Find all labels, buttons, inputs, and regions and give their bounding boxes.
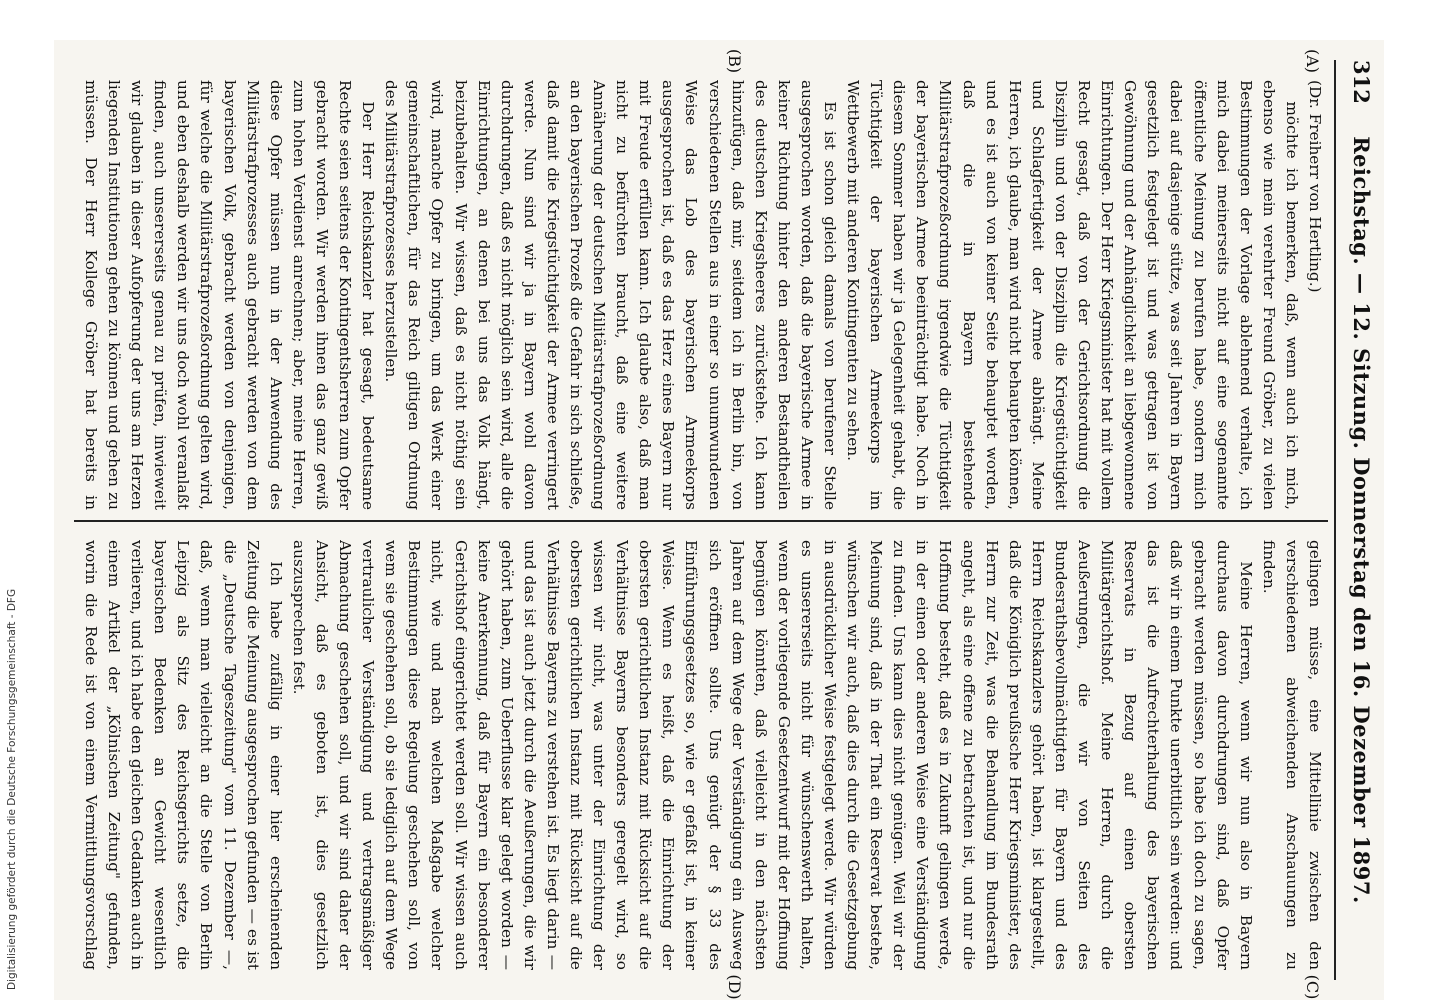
- page-header: [1340, 60, 1374, 980]
- column-divider: [74, 520, 1328, 522]
- header-rule: [1334, 60, 1336, 980]
- paragraph: Der Herr Reichskanzler hat gesagt, bedeutsame Rechte seien seitens der Kontingentsherren zum Opfer gebracht worden. Wir werden ihnen das ganz gewiß zum hohen Verdienst anrechnen; aber, meine Herren, diese Opfer müssen nun in der Anwendung des Militärstrafprozesses auch gebracht werden von dem bayerischen Volk, gebracht werden von denjenigen, für welche die Militärstrafprozeßordnung gelten wird, und eben deshalb werden wir uns doch wohl veranlaßt finden, auch unsererseits genau zu prüfen, inwieweit wir glauben in dieser Aufopferung der uns am Herzen liegenden Institutionen gehen zu können und gehen zu müssen. Der Herr Kollege Gröber hat bereits in: [82, 80, 378, 510]
- paragraph: gelingen müsse, eine Mittellinie zwischen den verschiedenen abweichenden Anschauungen zu finden.: [1259, 540, 1324, 970]
- digitization-footer: [4, 10, 20, 990]
- paragraph: möchte ich bemerken, daß, wenn auch ich mich, ebenso wie mein verehrter Freund Gröber, zu vielen Bestimmungen der Vorlage ablehnend verhalte, ich mich dabei meinerseits nicht auf eine sogenannte öffentliche Meinung zu berufen habe, sondern mich dabei auf dasjenige stütze, was seit Jahren in Bayern gesetzlich festgelegt ist und was getragen ist von Gewöhnung und der Anhänglichkeit an liebgewonnene Einrichtungen. Der Herr Kriegsminister hat mit vollem Recht gesagt, daß von der Gerichtsordnung die Disziplin und von der Disziplin die Kriegstüchtigkeit und Schlagfertigkeit der Armee abhängt. Meine Herren, ich glaube, man wird nicht behaupten können, und es ist auch von keiner Seite behauptet worden, daß die in Bayern bestehende Militärstrafprozeßordnung irgendwie die Tüchtigkeit der bayerischen Armee beeinträchtigt habe. Noch in diesem Sommer haben wir ja Gelegenheit gehabt, die Tüchtigkeit der bayerischen Armeekorps im Wettbewerb mit anderen Kontingenten zu sehen.: [844, 80, 1301, 510]
- column-left: [76, 80, 1326, 510]
- document-page: [54, 40, 1384, 1000]
- paragraph: Ich habe zufällig in einer hier erscheinenden Zeitung die Meinung ausgesprochen gefunden — es ist die „Deutsche Tageszeitung" vom 11. Dezember —, daß, wenn man vielleicht an die Stelle von Berlin Leipzig als Sitz des Reichsgerichts setze, die bayerischen Bedenken an Gewicht wesentlich verlieren, und ich habe den gleichen Gedanken auch in einem Artikel der „Kölnischen Zeitung" gefunden, worin die Rede ist von einem Vermittlungsvorschlag: [82, 540, 285, 970]
- page-title: Reichstag. — 12. Sitzung. Donnerstag den 16. Dezember 1897.: [1349, 136, 1374, 904]
- margin-mark-a: (A): [1303, 48, 1322, 74]
- funding-notice: Digitalisierung gefördert durch die Deutsche Forschungsgemeinschaft - DFG: [6, 588, 18, 990]
- margin-mark-c: (C): [1303, 974, 1322, 1000]
- margin-mark-d: (D): [725, 974, 744, 1000]
- speaker-label: (Dr. Freiherr von Hertling.): [1306, 80, 1324, 293]
- column-right: [76, 540, 1326, 970]
- page-number: 312: [1349, 60, 1374, 104]
- paragraph: Meine Herren, wenn wir nun also in Bayern durchaus davon durchdrungen sind, daß Opfer gebracht werden müssen, so habe ich doch zu sagen, daß wir in einem Punkte unerbittlich sein werden: und das ist die Aufrechterhaltung des bayerischen Reservats in Bezug auf einen obersten Militärgerichtshof. Meine Herren, durch die Aeußerungen, die wir von Seiten des Bundesrathsbevollmächtigten für Bayern und des Herrn Reichskanzlers gehört haben, ist klargestellt, daß die Königlich preußische Herr Kriegsminister, des Herrn zur Zeit, was die Behandlung im Bundesrath angeht, als eine offene zu betrachten ist, und nur die Hoffnung besteht, daß es in Zukunft gelingen werde, in der einen oder anderen Weise eine Verständigung zu finden. Uns kann dies nicht genügen. Weil wir der Meinung sind, daß in der That ein Reservat bestehe, wünschen wir auch, daß dies durch die Gesetzgebung in ausdrücklicher Weise festgelegt werde. Wir würden es unsererseits nicht für wünschenswerth halten, wenn der vorliegende Gesetzentwurf mit der Hoffnung begnügen könnten, daß vielleicht in den nächsten Jahren auf dem Wege der Verständigung ein Ausweg sich eröffnen sollte. Uns genügt der § 33 des Einführungsgesetzes so, wie er gefaßt ist, in keiner Weise. Wenn es heißt, daß die Einrichtung der obersten gerichtlichen Instanz mit Rücksicht auf die Verhältnisse Bayerns besonders geregelt wird, so wissen wir nicht, was unter der Einrichtung der obersten gerichtlichen Instanz mit Rücksicht auf die Verhältnisse Bayerns zu verstehen ist. Es liegt darin — und das ist auch jetzt durch die Aeußerungen, die wir gehört haben, zum Ueberflusse klar gelegt worden — keine Anerkennung, daß für Bayern ein besonderer Gerichtshof eingerichtet werden soll. Wir wissen auch nicht, wie und nach welchen Maßgabe welcher Bestimmungen diese Regelung geschehen soll, von wem sie geschehen soll, ob sie lediglich auf dem Wege vertraulicher Verständigung und vertragsmäßiger Abmachung geschehen soll, und wir sind daher der Ansicht, daß es geboten ist, dies gesetzlich auszusprechen fest.: [289, 540, 1255, 970]
- margin-mark-b: (B): [725, 48, 744, 74]
- paragraph: Es ist schon gleich damals von berufener Stelle ausgesprochen worden, daß die bayerische Armee in keiner Richtung hinter den anderen Bestandtheilen des deutschen Kriegsheeres zurückstehe. Ich kann hinzufügen, daß mir, seitdem ich in Berlin bin, von verschiedenen Stellen aus in einer so unumwundenen Weise das Lob des bayerischen Armeekorps ausgesprochen ist, daß es das Herz eines Bayern nur mit Freude erfüllen kann. Ich glaube also, daß man nicht zu befürchten braucht, daß eine weitere Annäherung der deutschen Militärstrafprozeßordnung an den bayerischen Prozeß die Gefahr in sich schließe, daß damit die Kriegstüchtigkeit der Armee verringert werde. Nun sind wir ja in Bayern wohl davon durchdrungen, daß es nicht möglich sein wird, alle die Einrichtungen, an denen bei uns das Volk hängt, beizubehalten. Wir wissen, daß es nicht nöthig sein wird, manche Opfer zu bringen, um das Werk einer gemeinschaftlichen, für das Reich giltigen Ordnung des Militärstrafprozesses herzustellen.: [382, 80, 840, 510]
